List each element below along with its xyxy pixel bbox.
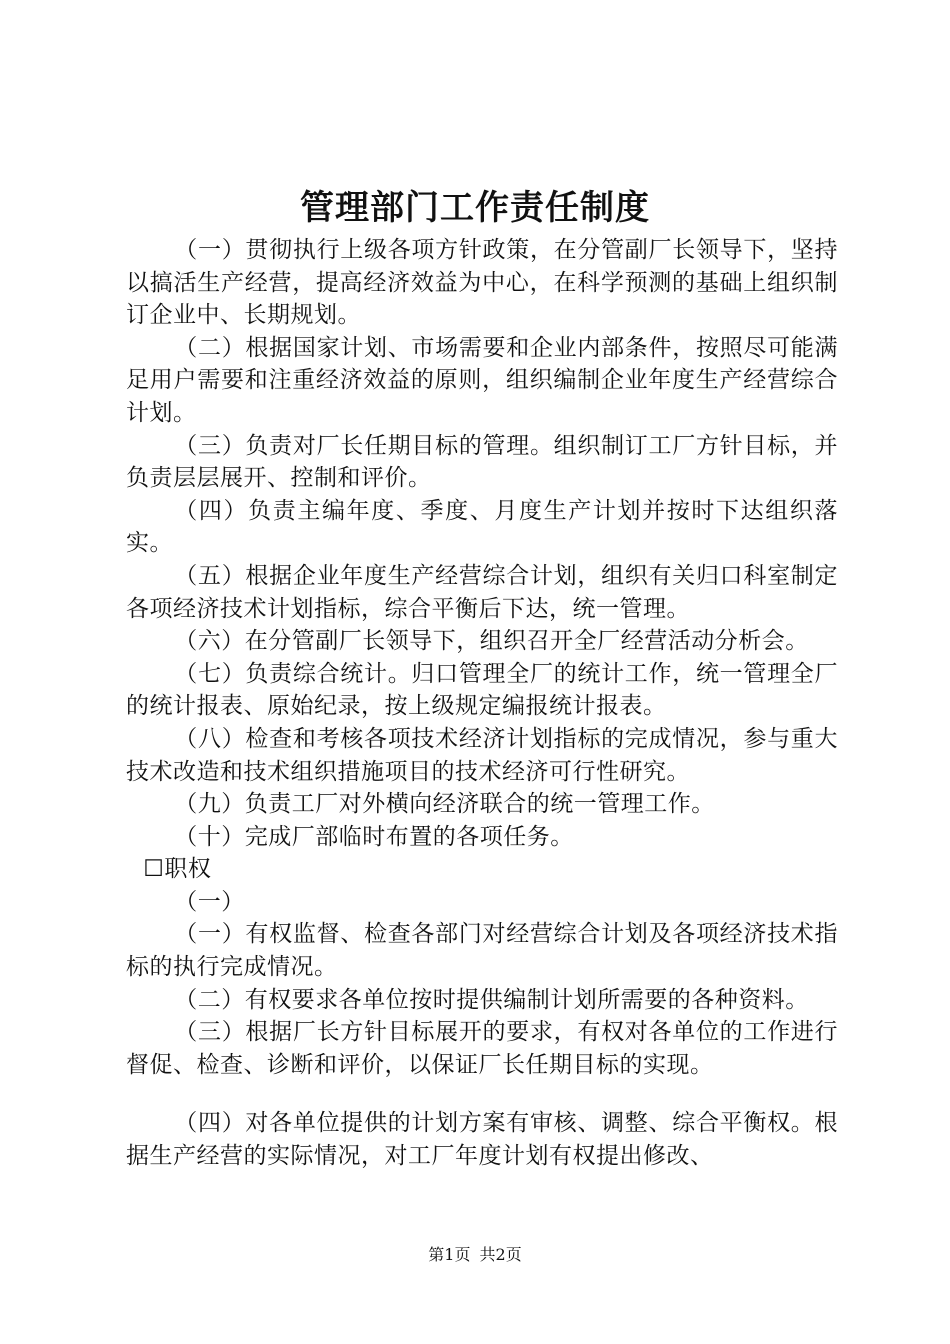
power-paragraph-1: （一）有权监督、检查各部门对经营综合计划及各项经济技术指标的执行完成情况。 xyxy=(126,921,838,981)
page-footer xyxy=(0,1244,950,1266)
duty-paragraph-1: （一）贯彻执行上级各项方针政策，在分管副厂长领导下，坚持以搞活生产经营，提高经济效益为中心，在科学预测的基础上组织制订企业中、长期规划。 xyxy=(126,237,838,329)
duty-paragraph-10: （十）完成厂部临时布置的各项任务。 xyxy=(174,823,574,850)
section-heading-powers: ☐职权 xyxy=(143,856,212,883)
section-subheading: （一） xyxy=(174,888,245,915)
page-total: 共2页 xyxy=(479,1245,522,1264)
duty-paragraph-5: （五）根据企业年度生产经营综合计划，组织有关归口科室制定各项经济技术计划指标，综合平衡后下达，统一管理。 xyxy=(126,562,838,622)
paragraph-gap xyxy=(126,1081,838,1107)
power-paragraph-3: （三）根据厂长方针目标展开的要求，有权对各单位的工作进行督促、检查、诊断和评价，以保证厂长任期目标的实现。 xyxy=(126,1019,838,1078)
document-title: 管理部门工作责任制度 xyxy=(300,188,650,228)
duty-paragraph-4: （四）负责主编年度、季度、月度生产计划并按时下达组织落实。 xyxy=(126,497,838,557)
power-paragraph-2: （二）有权要求各单位按时提供编制计划所需要的各种资料。 xyxy=(174,986,809,1013)
duty-paragraph-9: （九）负责工厂对外横向经济联合的统一管理工作。 xyxy=(174,791,715,818)
duty-paragraph-7: （七）负责综合统计。归口管理全厂的统计工作，统一管理全厂的统计报表、原始纪录，按上级规定编报统计报表。 xyxy=(126,660,838,720)
duty-paragraph-6: （六）在分管副厂长领导下，组织召开全厂经营活动分析会。 xyxy=(174,628,809,655)
document-body xyxy=(126,234,838,1173)
duty-paragraph-2: （二）根据国家计划、市场需要和企业内部条件，按照尽可能满足用户需要和注重经济效益的原则，组织编制企业年度生产经营综合计划。 xyxy=(126,334,838,426)
page-number: 第1页 xyxy=(428,1245,471,1264)
duty-paragraph-8: （八）检查和考核各项技术经济计划指标的完成情况，参与重大技术改造和技术组织措施项目的技术经济可行性研究。 xyxy=(126,725,838,785)
duty-paragraph-3: （三）负责对厂长任期目标的管理。组织制订工厂方针目标，并负责层层展开、控制和评价。 xyxy=(126,432,838,492)
power-paragraph-4: （四）对各单位提供的计划方案有审核、调整、综合平衡权。根据生产经营的实际情况，对工厂年度计划有权提出修改、 xyxy=(126,1110,838,1170)
